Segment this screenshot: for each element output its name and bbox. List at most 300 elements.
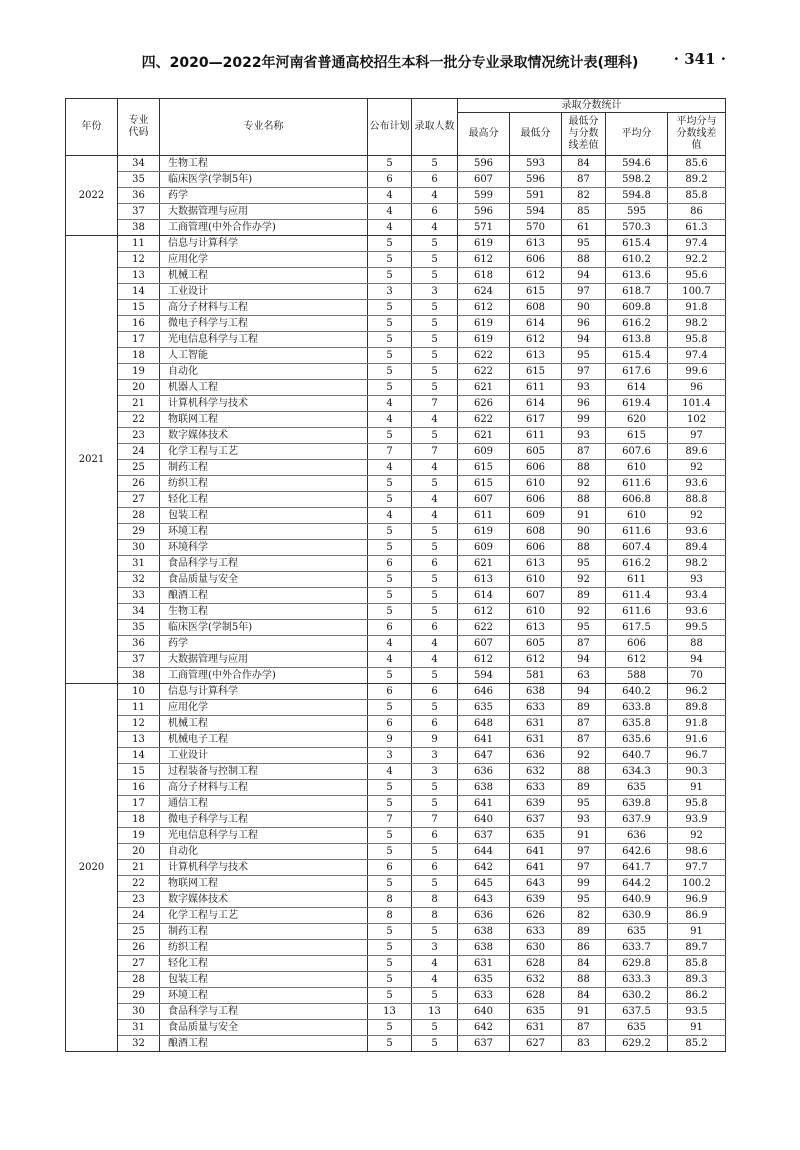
admitted-cell: 7 bbox=[412, 396, 458, 412]
table-row bbox=[66, 492, 726, 508]
code-cell: 10 bbox=[118, 684, 160, 700]
plan-cell: 5 bbox=[368, 540, 412, 556]
avg-cell: 613.8 bbox=[606, 332, 668, 348]
code-cell: 12 bbox=[118, 252, 160, 268]
plan-cell: 3 bbox=[368, 284, 412, 300]
avg-cell: 635 bbox=[606, 780, 668, 796]
name-cell: 数字媒体技术 bbox=[160, 892, 368, 908]
name-cell: 化学工程与工艺 bbox=[160, 444, 368, 460]
max-cell: 614 bbox=[458, 588, 510, 604]
min-cell: 591 bbox=[510, 188, 562, 204]
min-diff-cell: 92 bbox=[562, 572, 606, 588]
avg-cell: 610.2 bbox=[606, 252, 668, 268]
name-cell: 临床医学(学制5年) bbox=[160, 620, 368, 636]
min-diff-cell: 94 bbox=[562, 268, 606, 284]
min-diff-cell: 89 bbox=[562, 924, 606, 940]
min-cell: 607 bbox=[510, 588, 562, 604]
plan-cell: 4 bbox=[368, 396, 412, 412]
admitted-cell: 5 bbox=[412, 252, 458, 268]
avg-diff-cell: 92 bbox=[668, 460, 726, 476]
code-cell: 27 bbox=[118, 492, 160, 508]
min-diff-cell: 95 bbox=[562, 236, 606, 252]
admitted-cell: 4 bbox=[412, 972, 458, 988]
max-cell: 642 bbox=[458, 1020, 510, 1036]
min-diff-cell: 87 bbox=[562, 444, 606, 460]
code-cell: 22 bbox=[118, 876, 160, 892]
avg-cell: 633.8 bbox=[606, 700, 668, 716]
min-diff-cell: 91 bbox=[562, 508, 606, 524]
avg-cell: 637.9 bbox=[606, 812, 668, 828]
max-cell: 621 bbox=[458, 428, 510, 444]
min-cell: 605 bbox=[510, 636, 562, 652]
admitted-cell: 4 bbox=[412, 188, 458, 204]
min-cell: 632 bbox=[510, 972, 562, 988]
avg-cell: 633.7 bbox=[606, 940, 668, 956]
min-cell: 614 bbox=[510, 316, 562, 332]
max-cell: 607 bbox=[458, 636, 510, 652]
avg-cell: 611.6 bbox=[606, 524, 668, 540]
header-code: 专业代码 bbox=[118, 99, 160, 156]
code-cell: 36 bbox=[118, 636, 160, 652]
avg-cell: 629.8 bbox=[606, 956, 668, 972]
admitted-cell: 6 bbox=[412, 716, 458, 732]
table-row bbox=[66, 172, 726, 188]
table-row bbox=[66, 764, 726, 780]
avg-diff-cell: 97 bbox=[668, 428, 726, 444]
min-diff-cell: 97 bbox=[562, 284, 606, 300]
min-diff-cell: 96 bbox=[562, 396, 606, 412]
table-row bbox=[66, 860, 726, 876]
table-row bbox=[66, 924, 726, 940]
avg-diff-cell: 89.6 bbox=[668, 444, 726, 460]
table-row bbox=[66, 284, 726, 300]
name-cell: 通信工程 bbox=[160, 796, 368, 812]
admitted-cell: 7 bbox=[412, 444, 458, 460]
avg-cell: 594.6 bbox=[606, 156, 668, 172]
min-diff-cell: 86 bbox=[562, 940, 606, 956]
max-cell: 635 bbox=[458, 972, 510, 988]
name-cell: 人工智能 bbox=[160, 348, 368, 364]
table-row bbox=[66, 1020, 726, 1036]
admitted-cell: 4 bbox=[412, 636, 458, 652]
name-cell: 信息与计算科学 bbox=[160, 236, 368, 252]
min-cell: 612 bbox=[510, 652, 562, 668]
admitted-cell: 3 bbox=[412, 940, 458, 956]
plan-cell: 5 bbox=[368, 332, 412, 348]
admitted-cell: 5 bbox=[412, 572, 458, 588]
min-cell: 609 bbox=[510, 508, 562, 524]
avg-diff-cell: 89.2 bbox=[668, 172, 726, 188]
min-diff-cell: 95 bbox=[562, 620, 606, 636]
plan-cell: 5 bbox=[368, 988, 412, 1004]
code-cell: 11 bbox=[118, 236, 160, 252]
code-cell: 20 bbox=[118, 844, 160, 860]
code-cell: 25 bbox=[118, 924, 160, 940]
plan-cell: 6 bbox=[368, 620, 412, 636]
code-cell: 18 bbox=[118, 348, 160, 364]
min-cell: 641 bbox=[510, 860, 562, 876]
name-cell: 药学 bbox=[160, 188, 368, 204]
admitted-cell: 5 bbox=[412, 380, 458, 396]
admitted-cell: 6 bbox=[412, 860, 458, 876]
plan-cell: 5 bbox=[368, 156, 412, 172]
plan-cell: 5 bbox=[368, 348, 412, 364]
name-cell: 物联网工程 bbox=[160, 876, 368, 892]
admitted-cell: 13 bbox=[412, 1004, 458, 1020]
table-row bbox=[66, 940, 726, 956]
name-cell: 工商管理(中外合作办学) bbox=[160, 668, 368, 684]
max-cell: 594 bbox=[458, 668, 510, 684]
header-min-diff: 最低分与分数线差值 bbox=[562, 113, 606, 156]
min-cell: 633 bbox=[510, 700, 562, 716]
avg-cell: 629.2 bbox=[606, 1036, 668, 1052]
avg-diff-cell: 97.4 bbox=[668, 348, 726, 364]
code-cell: 24 bbox=[118, 908, 160, 924]
max-cell: 648 bbox=[458, 716, 510, 732]
code-cell: 15 bbox=[118, 300, 160, 316]
avg-diff-cell: 86 bbox=[668, 204, 726, 220]
code-cell: 23 bbox=[118, 892, 160, 908]
min-diff-cell: 85 bbox=[562, 204, 606, 220]
code-cell: 33 bbox=[118, 588, 160, 604]
admitted-cell: 5 bbox=[412, 332, 458, 348]
avg-cell: 606 bbox=[606, 636, 668, 652]
plan-cell: 4 bbox=[368, 652, 412, 668]
name-cell: 工业设计 bbox=[160, 748, 368, 764]
avg-cell: 588 bbox=[606, 668, 668, 684]
min-diff-cell: 94 bbox=[562, 684, 606, 700]
min-diff-cell: 92 bbox=[562, 748, 606, 764]
name-cell: 酿酒工程 bbox=[160, 1036, 368, 1052]
plan-cell: 5 bbox=[368, 428, 412, 444]
min-cell: 613 bbox=[510, 236, 562, 252]
min-cell: 617 bbox=[510, 412, 562, 428]
avg-diff-cell: 85.8 bbox=[668, 956, 726, 972]
table-row bbox=[66, 524, 726, 540]
min-diff-cell: 92 bbox=[562, 476, 606, 492]
admitted-cell: 3 bbox=[412, 748, 458, 764]
min-diff-cell: 89 bbox=[562, 588, 606, 604]
name-cell: 自动化 bbox=[160, 364, 368, 380]
plan-cell: 4 bbox=[368, 636, 412, 652]
page-number: · 341 · bbox=[673, 50, 726, 68]
name-cell: 环境科学 bbox=[160, 540, 368, 556]
admitted-cell: 4 bbox=[412, 652, 458, 668]
table-row bbox=[66, 988, 726, 1004]
code-cell: 14 bbox=[118, 748, 160, 764]
max-cell: 621 bbox=[458, 556, 510, 572]
code-cell: 34 bbox=[118, 604, 160, 620]
max-cell: 619 bbox=[458, 524, 510, 540]
min-diff-cell: 84 bbox=[562, 988, 606, 1004]
name-cell: 高分子材料与工程 bbox=[160, 780, 368, 796]
avg-cell: 630.9 bbox=[606, 908, 668, 924]
avg-cell: 615.4 bbox=[606, 236, 668, 252]
avg-diff-cell: 94 bbox=[668, 652, 726, 668]
table-row bbox=[66, 396, 726, 412]
max-cell: 596 bbox=[458, 156, 510, 172]
code-cell: 35 bbox=[118, 172, 160, 188]
code-cell: 21 bbox=[118, 860, 160, 876]
code-cell: 16 bbox=[118, 780, 160, 796]
table-row bbox=[66, 684, 726, 700]
min-cell: 626 bbox=[510, 908, 562, 924]
code-cell: 35 bbox=[118, 620, 160, 636]
min-cell: 612 bbox=[510, 268, 562, 284]
avg-diff-cell: 93.6 bbox=[668, 476, 726, 492]
min-cell: 613 bbox=[510, 348, 562, 364]
max-cell: 599 bbox=[458, 188, 510, 204]
admitted-cell: 5 bbox=[412, 476, 458, 492]
code-cell: 32 bbox=[118, 1036, 160, 1052]
plan-cell: 5 bbox=[368, 236, 412, 252]
name-cell: 纺织工程 bbox=[160, 940, 368, 956]
avg-diff-cell: 91 bbox=[668, 924, 726, 940]
table-row bbox=[66, 604, 726, 620]
code-cell: 19 bbox=[118, 364, 160, 380]
min-cell: 628 bbox=[510, 956, 562, 972]
admitted-cell: 5 bbox=[412, 348, 458, 364]
max-cell: 626 bbox=[458, 396, 510, 412]
admitted-cell: 4 bbox=[412, 492, 458, 508]
avg-cell: 640.9 bbox=[606, 892, 668, 908]
min-diff-cell: 90 bbox=[562, 524, 606, 540]
min-diff-cell: 88 bbox=[562, 540, 606, 556]
admitted-cell: 4 bbox=[412, 220, 458, 236]
code-cell: 17 bbox=[118, 796, 160, 812]
min-diff-cell: 88 bbox=[562, 492, 606, 508]
avg-cell: 615 bbox=[606, 428, 668, 444]
max-cell: 637 bbox=[458, 1036, 510, 1052]
max-cell: 643 bbox=[458, 892, 510, 908]
avg-cell: 606.8 bbox=[606, 492, 668, 508]
avg-cell: 635 bbox=[606, 924, 668, 940]
name-cell: 信息与计算科学 bbox=[160, 684, 368, 700]
name-cell: 应用化学 bbox=[160, 700, 368, 716]
max-cell: 619 bbox=[458, 236, 510, 252]
table-row bbox=[66, 668, 726, 684]
table-row bbox=[66, 220, 726, 236]
max-cell: 621 bbox=[458, 380, 510, 396]
header-avg: 平均分 bbox=[606, 113, 668, 156]
avg-cell: 641.7 bbox=[606, 860, 668, 876]
avg-diff-cell: 93.6 bbox=[668, 524, 726, 540]
table-body bbox=[66, 156, 726, 1052]
table-row bbox=[66, 828, 726, 844]
min-diff-cell: 84 bbox=[562, 156, 606, 172]
avg-diff-cell: 93.9 bbox=[668, 812, 726, 828]
table-row bbox=[66, 972, 726, 988]
name-cell: 大数据管理与应用 bbox=[160, 652, 368, 668]
name-cell: 计算机科学与技术 bbox=[160, 860, 368, 876]
min-cell: 635 bbox=[510, 828, 562, 844]
min-diff-cell: 94 bbox=[562, 332, 606, 348]
avg-diff-cell: 97.4 bbox=[668, 236, 726, 252]
admitted-cell: 5 bbox=[412, 1036, 458, 1052]
min-diff-cell: 82 bbox=[562, 908, 606, 924]
code-cell: 37 bbox=[118, 204, 160, 220]
avg-diff-cell: 85.8 bbox=[668, 188, 726, 204]
max-cell: 611 bbox=[458, 508, 510, 524]
table-row bbox=[66, 460, 726, 476]
code-cell: 30 bbox=[118, 1004, 160, 1020]
year-cell: 2020 bbox=[66, 684, 118, 1052]
table-row bbox=[66, 572, 726, 588]
code-cell: 19 bbox=[118, 828, 160, 844]
table-row bbox=[66, 268, 726, 284]
admitted-cell: 5 bbox=[412, 588, 458, 604]
plan-cell: 5 bbox=[368, 940, 412, 956]
avg-diff-cell: 100.7 bbox=[668, 284, 726, 300]
admitted-cell: 5 bbox=[412, 668, 458, 684]
min-diff-cell: 87 bbox=[562, 1020, 606, 1036]
avg-cell: 611 bbox=[606, 572, 668, 588]
table-row bbox=[66, 796, 726, 812]
table-row bbox=[66, 844, 726, 860]
min-diff-cell: 88 bbox=[562, 252, 606, 268]
avg-cell: 616.2 bbox=[606, 316, 668, 332]
max-cell: 622 bbox=[458, 348, 510, 364]
plan-cell: 5 bbox=[368, 780, 412, 796]
min-cell: 627 bbox=[510, 1036, 562, 1052]
min-diff-cell: 99 bbox=[562, 412, 606, 428]
avg-cell: 637.5 bbox=[606, 1004, 668, 1020]
max-cell: 640 bbox=[458, 1004, 510, 1020]
code-cell: 17 bbox=[118, 332, 160, 348]
plan-cell: 5 bbox=[368, 588, 412, 604]
avg-cell: 610 bbox=[606, 460, 668, 476]
plan-cell: 8 bbox=[368, 892, 412, 908]
admitted-cell: 6 bbox=[412, 828, 458, 844]
avg-cell: 612 bbox=[606, 652, 668, 668]
avg-diff-cell: 89.3 bbox=[668, 972, 726, 988]
name-cell: 过程装备与控制工程 bbox=[160, 764, 368, 780]
name-cell: 机器人工程 bbox=[160, 380, 368, 396]
min-cell: 610 bbox=[510, 476, 562, 492]
max-cell: 636 bbox=[458, 908, 510, 924]
table-row bbox=[66, 652, 726, 668]
min-cell: 605 bbox=[510, 444, 562, 460]
min-cell: 630 bbox=[510, 940, 562, 956]
plan-cell: 6 bbox=[368, 556, 412, 572]
min-cell: 606 bbox=[510, 252, 562, 268]
table-row bbox=[66, 956, 726, 972]
min-diff-cell: 82 bbox=[562, 188, 606, 204]
table-row bbox=[66, 300, 726, 316]
max-cell: 622 bbox=[458, 364, 510, 380]
avg-cell: 620 bbox=[606, 412, 668, 428]
min-cell: 636 bbox=[510, 748, 562, 764]
plan-cell: 5 bbox=[368, 524, 412, 540]
name-cell: 机械工程 bbox=[160, 268, 368, 284]
min-cell: 606 bbox=[510, 492, 562, 508]
code-cell: 26 bbox=[118, 476, 160, 492]
min-diff-cell: 83 bbox=[562, 1036, 606, 1052]
admitted-cell: 5 bbox=[412, 700, 458, 716]
table-row bbox=[66, 892, 726, 908]
name-cell: 轻化工程 bbox=[160, 492, 368, 508]
min-diff-cell: 96 bbox=[562, 316, 606, 332]
min-diff-cell: 87 bbox=[562, 636, 606, 652]
table-row bbox=[66, 620, 726, 636]
admitted-cell: 5 bbox=[412, 236, 458, 252]
plan-cell: 4 bbox=[368, 220, 412, 236]
name-cell: 大数据管理与应用 bbox=[160, 204, 368, 220]
code-cell: 22 bbox=[118, 412, 160, 428]
avg-diff-cell: 99.6 bbox=[668, 364, 726, 380]
admitted-cell: 5 bbox=[412, 156, 458, 172]
plan-cell: 13 bbox=[368, 1004, 412, 1020]
name-cell: 药学 bbox=[160, 636, 368, 652]
name-cell: 自动化 bbox=[160, 844, 368, 860]
max-cell: 615 bbox=[458, 460, 510, 476]
avg-diff-cell: 91.8 bbox=[668, 300, 726, 316]
admission-statistics-table bbox=[65, 98, 726, 1052]
plan-cell: 5 bbox=[368, 828, 412, 844]
avg-cell: 630.2 bbox=[606, 988, 668, 1004]
min-diff-cell: 84 bbox=[562, 956, 606, 972]
min-cell: 612 bbox=[510, 332, 562, 348]
avg-diff-cell: 97.7 bbox=[668, 860, 726, 876]
min-cell: 638 bbox=[510, 684, 562, 700]
admitted-cell: 3 bbox=[412, 764, 458, 780]
avg-diff-cell: 91 bbox=[668, 1020, 726, 1036]
plan-cell: 5 bbox=[368, 492, 412, 508]
code-cell: 27 bbox=[118, 956, 160, 972]
table-row bbox=[66, 348, 726, 364]
avg-diff-cell: 98.2 bbox=[668, 316, 726, 332]
min-cell: 608 bbox=[510, 300, 562, 316]
admitted-cell: 5 bbox=[412, 364, 458, 380]
year-cell: 2021 bbox=[66, 236, 118, 684]
avg-diff-cell: 90.3 bbox=[668, 764, 726, 780]
table-row bbox=[66, 812, 726, 828]
min-cell: 631 bbox=[510, 1020, 562, 1036]
max-cell: 607 bbox=[458, 492, 510, 508]
plan-cell: 7 bbox=[368, 444, 412, 460]
table-row bbox=[66, 780, 726, 796]
avg-diff-cell: 93.5 bbox=[668, 1004, 726, 1020]
year-cell: 2022 bbox=[66, 156, 118, 236]
max-cell: 645 bbox=[458, 876, 510, 892]
plan-cell: 8 bbox=[368, 908, 412, 924]
min-cell: 613 bbox=[510, 620, 562, 636]
plan-cell: 5 bbox=[368, 876, 412, 892]
name-cell: 光电信息科学与工程 bbox=[160, 332, 368, 348]
avg-cell: 635.8 bbox=[606, 716, 668, 732]
header-max: 最高分 bbox=[458, 113, 510, 156]
code-cell: 13 bbox=[118, 268, 160, 284]
name-cell: 制药工程 bbox=[160, 460, 368, 476]
min-diff-cell: 87 bbox=[562, 172, 606, 188]
avg-cell: 635 bbox=[606, 1020, 668, 1036]
min-diff-cell: 87 bbox=[562, 716, 606, 732]
min-cell: 593 bbox=[510, 156, 562, 172]
avg-cell: 633.3 bbox=[606, 972, 668, 988]
min-cell: 570 bbox=[510, 220, 562, 236]
plan-cell: 6 bbox=[368, 716, 412, 732]
avg-cell: 639.8 bbox=[606, 796, 668, 812]
name-cell: 轻化工程 bbox=[160, 956, 368, 972]
admitted-cell: 6 bbox=[412, 684, 458, 700]
min-cell: 611 bbox=[510, 428, 562, 444]
max-cell: 612 bbox=[458, 604, 510, 620]
code-cell: 30 bbox=[118, 540, 160, 556]
min-diff-cell: 63 bbox=[562, 668, 606, 684]
min-diff-cell: 93 bbox=[562, 812, 606, 828]
name-cell: 微电子科学与工程 bbox=[160, 812, 368, 828]
table-row bbox=[66, 508, 726, 524]
